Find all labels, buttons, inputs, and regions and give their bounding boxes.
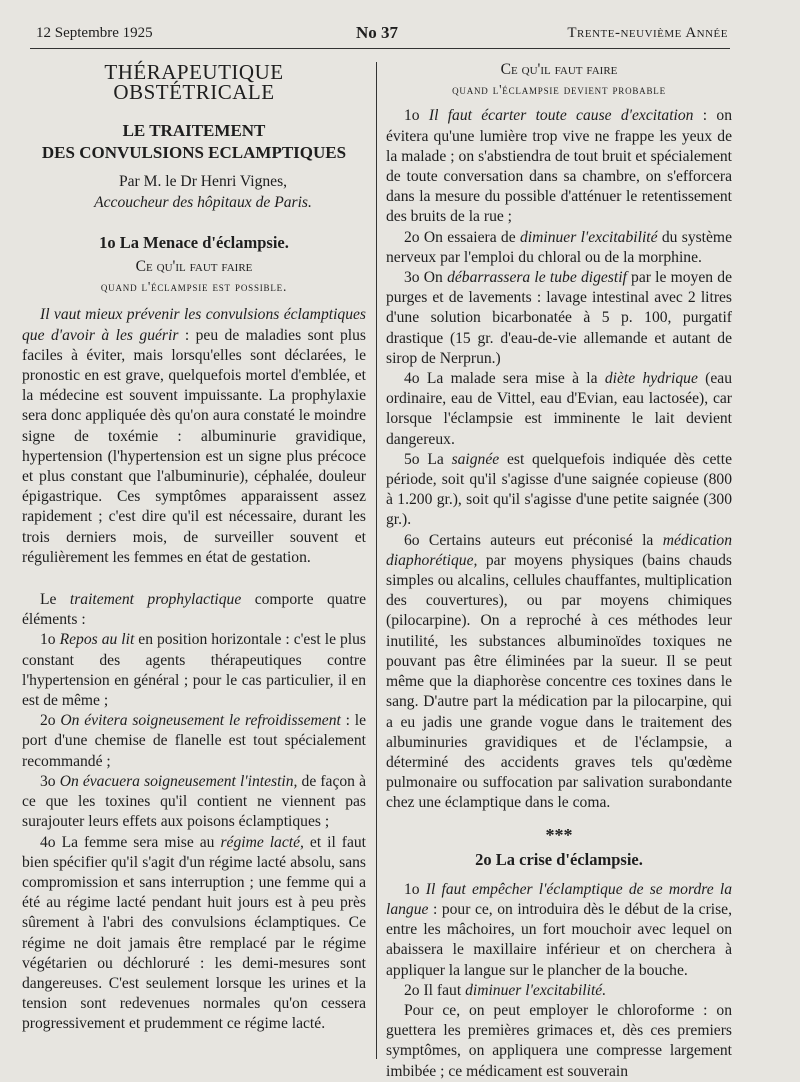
header-rule bbox=[30, 48, 730, 49]
measure-1: 1o Il faut écarter toute cause d'excitation : on évitera qu'une lumière trop vive ne frappe les yeux de la malade ; on s'abstiendra de tout bruit et spécialement de toute conversation dans sa chambre, on s'efforcera dans la mesure du possible d'atténuer le retentissement des bruits de la rue ; bbox=[386, 107, 732, 226]
article-byline: Par M. le Dr Henri Vignes, bbox=[118, 173, 288, 191]
article-title bbox=[22, 120, 366, 164]
publication-year: Trente-neuvième Année bbox=[567, 25, 728, 41]
left-column bbox=[22, 60, 366, 1035]
measure-3: 3o On débarrassera le tube digestif par le moyen de purges et de lavements : lavage intestinal avec 2 litres d'une solution bicarbonatée à 5 p. 100, purgatif drastique (15 gr. d'eau-de-vie allemande et autant de sirop de Nerprun.) bbox=[386, 269, 732, 367]
part1b-subheading-1: Ce qu'il faut faire bbox=[500, 61, 618, 78]
intro-paragraph: Il vaut mieux prévenir les convulsions éclamptiques que d'avoir à les guérir : peu de maladies sont plus faciles à éviter, mais lorsqu'elles sont déclarées, le pronostic en est grave, quelquefois mortel d'emblée, et la médecine est souvent impuissante. La prophylaxie sera donc appliquée dès qu'on aura constaté le moindre signe de toxémie : albuminurie gravidique, hypertension (l'hypertension est un signe plus précoce et plus constant que l'albuminurie), céphalée, douleur épigastrique. Ces symptômes apparaissent assez rapidement ; c'est dire qu'il est nécessaire, durant les trois derniers mois, de surveiller souvent et régulièrement les femmes en état de gestation. bbox=[22, 306, 366, 566]
treatment-intro: Le traitement prophylactique comporte quatre éléments : bbox=[22, 591, 366, 629]
section-title: THÉRAPEUTIQUE OBSTÉTRICALE bbox=[104, 60, 284, 105]
measure-2: 2o On essaiera de diminuer l'excitabilité du système nerveux par l'emploi du chloral ou de la morphine. bbox=[386, 228, 732, 266]
crisis-3: Pour ce, on peut employer le chloroforme : on guettera les premières grimaces et, dès ces premiers symptômes, on appliquera une compresse largement imbibée ; ce médicament est souverain bbox=[386, 1001, 732, 1080]
part1-heading: 1o La Menace d'éclampsie. bbox=[99, 232, 289, 252]
element-4: 4o La femme sera mise au régime lacté, et il faut bien spécifier qu'il s'agit d'un régime lacté absolu, sans compromission et sans interruption ; une femme qui a été au régime lacté pendant huit jours est à peu près sûrement à l'abri des convulsions éclamptiques. Ce régime ne doit jamais être remplacé par le régime végétarien ou déchloruré : les demi-mesures sont dangereuses. C'est seulement lorsque les urines et la tension sont redevenues normales qu'on cessera progressivement et prudemment ce régime lacté. bbox=[22, 833, 367, 1033]
measure-5: 5o La saignée est quelquefois indiquée dès cette période, soit qu'il s'agisse d'une saignée copieuse (800 à 1.200 gr.), soit qu'il s'agisse d'une petite saignée (300 gr.). bbox=[386, 450, 732, 529]
section-separator: *** bbox=[545, 824, 573, 845]
measure-6: 6o Certains auteurs eut préconisé la médication diaphorétique, par moyens physiques (bains chauds simples ou alcalins, cellules chauffantes, multiplication des couvertures), ou par moyens chimiques (pilocarpine). On a reproché à ces méthodes leur inutilité, les substances albuminoïdes toxiques ne pouvant pas être éliminées par la sueur. Il se peut même que la diaphorèse concentre ces toxines dans le sang. D'autre part la médication par la pilocarpine, qui a eu jadis une grande vogue dans le traitement des albuminuries gravidiques et de l'éclampsie, a déterminé des accidents graves tels qu'œdème pulmonaire ou suffocation par salivation surabondante chez une éclamptique dans le coma. bbox=[386, 531, 732, 812]
part1-subheading-2: quand l'éclampsie est possible. bbox=[100, 279, 288, 295]
issue-date: 12 Septembre 1925 bbox=[36, 25, 153, 41]
author-affiliation: Accoucheur des hôpitaux de Paris. bbox=[94, 193, 312, 211]
part1b-subheading-2: quand l'éclampsie devient probable bbox=[452, 82, 666, 98]
part1-subheading-1: Ce qu'il faut faire bbox=[135, 258, 253, 276]
column-divider bbox=[376, 62, 377, 1059]
article-title-line2: DES CONVULSIONS ECLAMPTIQUES bbox=[41, 143, 347, 163]
element-1: 1o Repos au lit en position horizontale : c'est le plus constant des agents thérapeutiques contre l'hypertension en général ; pour le cas particulier, il en est de même ; bbox=[22, 631, 366, 710]
right-column bbox=[386, 60, 732, 1082]
crisis-2: 2o Il faut diminuer l'excitabilité. bbox=[404, 981, 607, 999]
article-title-line1: LE TRAITEMENT bbox=[122, 121, 266, 141]
crisis-1: 1o Il faut empêcher l'éclamptique de se mordre la langue : pour ce, on introduira dès le début de la crise, entre les mâchoires, un fort mouchoir avec lequel on abaissera le maxillaire inférieur et on cherchera à appliquer la langue sur le plancher de la bouche. bbox=[386, 880, 732, 979]
measure-4: 4o La malade sera mise à la diète hydrique (eau ordinaire, eau de Vittel, eau d'Evian, eau lactosée), car lorsque l'éclampsie est imminente le lait devient dangereux. bbox=[386, 370, 732, 448]
issue-number: No 37 bbox=[356, 23, 399, 42]
element-2: 2o On évitera soigneusement le refroidissement : le port d'une chemise de flanelle est tout spécialement recommandé ; bbox=[22, 712, 366, 770]
element-3: 3o On évacuera soigneusement l'intestin, de façon à ce que les toxines qu'il contient ne viennent pas surajouter leurs effets aux poisons éclamptiques ; bbox=[22, 772, 366, 831]
part2-heading: 2o La crise d'éclampsie. bbox=[475, 849, 643, 869]
